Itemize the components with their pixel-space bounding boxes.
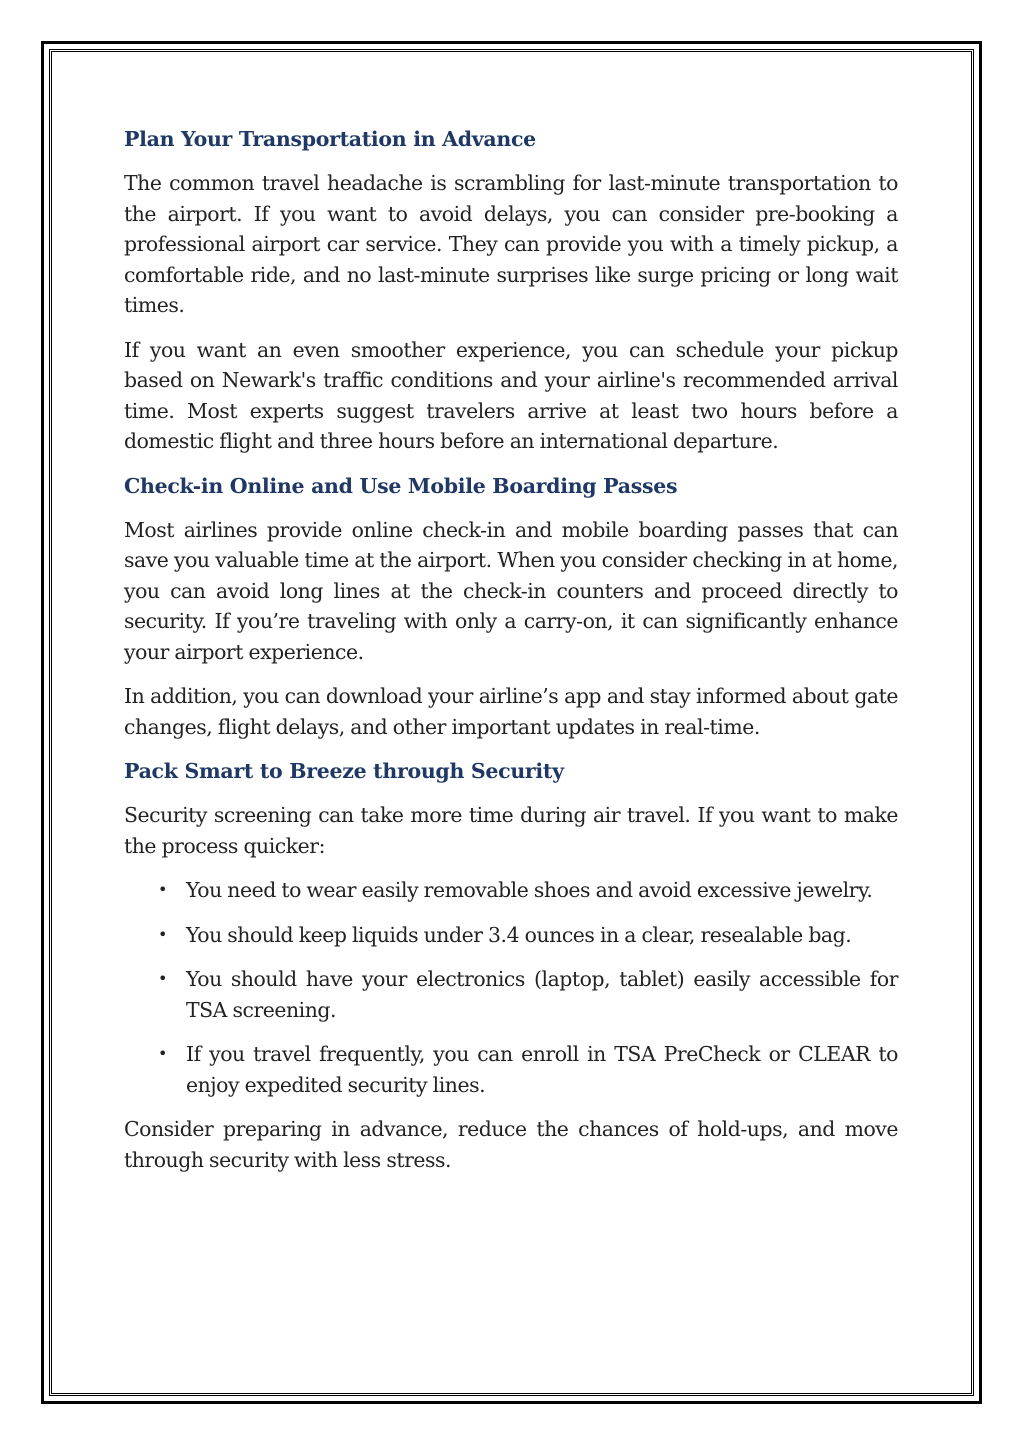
paragraph-check-in-2: In addition, you can download your airline’s app and stay informed about gate changes, flight delays, and other important updates in real-time.: [124, 684, 898, 739]
document-body: [124, 124, 898, 1189]
heading-pack-smart: Pack Smart to Breeze through Security: [124, 759, 564, 783]
list-item-text: You need to wear easily removable shoes and avoid excessive jewelry.: [186, 878, 873, 902]
list-item: [158, 1039, 898, 1100]
list-item-text: You should have your electronics (laptop, tablet) easily accessible for TSA screening.: [186, 967, 898, 1022]
paragraph-security-intro: Security screening can take more time during air travel. If you want to make the process quicker:: [124, 803, 898, 858]
bullet-icon: •: [158, 880, 167, 899]
paragraph-security-closing: Consider preparing in advance, reduce the chances of hold-ups, and move through security with less stress.: [124, 1117, 898, 1172]
list-item: [158, 920, 898, 951]
list-item-text: If you travel frequently, you can enroll in TSA PreCheck or CLEAR to enjoy expedited security lines.: [186, 1042, 898, 1097]
paragraph-transport-2: If you want an even smoother experience, you can schedule your pickup based on Newark's traffic conditions and your airline's recommended arrival time. Most experts suggest travelers arrive at least two hours before a domestic flight and three hours before an international departure.: [124, 337, 898, 453]
bullet-icon: •: [158, 1044, 167, 1063]
heading-plan-transportation: Plan Your Transportation in Advance: [124, 127, 536, 151]
paragraph-check-in-1: Most airlines provide online check-in and mobile boarding passes that can save you valuable time at the airport. When you consider checking in at home, you can avoid long lines at the check-in counters and proceed directly to security. If you’re traveling with only a carry-on, it can significantly enhance your airport experience.: [124, 517, 898, 664]
security-tips-list: [124, 875, 898, 1100]
list-item: [158, 964, 898, 1025]
list-item: [158, 875, 898, 906]
paragraph-transport-1: The common travel headache is scrambling for last-minute transportation to the airport. If you want to avoid delays, you can consider pre-booking a professional airport car service. They can provide you with a timely pickup, a comfortable ride, and no last-minute surprises like surge pricing or long wait times.: [124, 171, 898, 317]
bullet-icon: •: [158, 969, 167, 988]
heading-check-in-online: Check-in Online and Use Mobile Boarding Passes: [124, 473, 678, 498]
bullet-icon: •: [158, 924, 167, 944]
list-item-text: You should keep liquids under 3.4 ounces in a clear, resealable bag.: [186, 922, 852, 947]
